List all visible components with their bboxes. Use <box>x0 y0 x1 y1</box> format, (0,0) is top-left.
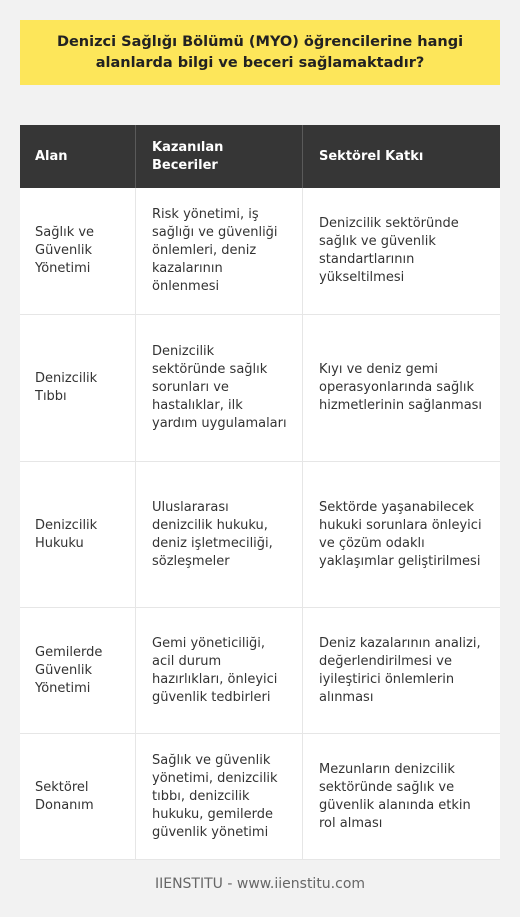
cell-katki: Deniz kazalarının analizi, değerlendirilmesi ve iyileştirici önlemlerin alınması <box>319 635 481 705</box>
table-row <box>20 462 500 608</box>
table-row <box>20 188 500 315</box>
cell-katki: Sektörde yaşanabilecek hukuki sorunlara önleyici ve çözüm odaklı yaklaşımlar geliştirilmesi <box>319 499 482 569</box>
title-banner <box>20 20 500 85</box>
cell-katki: Mezunların denizcilik sektöründe sağlık ve güvenlik alanında etkin rol alması <box>319 761 471 831</box>
cell-alan: Denizcilik Hukuku <box>20 462 136 607</box>
table-header-row <box>20 125 500 188</box>
header-kazanilan-beceriler: Kazanılan Beceriler <box>136 125 303 188</box>
cell-katki: Kıyı ve deniz gemi operasyonlarında sağlık hizmetlerinin sağlanması <box>319 362 483 413</box>
cell-alan: Denizcilik Tıbbı <box>20 315 136 461</box>
cell-beceriler: Denizcilik sektöründe sağlık sorunları ve hastalıklar, ilk yardım uygulamaları <box>136 315 303 461</box>
header-sektorel-katki: Sektörel Katkı <box>319 148 424 164</box>
cell-beceriler: Gemi yöneticiliği, acil durum hazırlıkları, önleyici güvenlik tedbirleri <box>136 608 303 733</box>
cell-alan: Sektörel Donanım <box>20 734 136 859</box>
table-row <box>20 734 500 860</box>
cell-alan: Gemilerde Güvenlik Yönetimi <box>20 608 136 733</box>
cell-katki: Denizcilik sektöründe sağlık ve güvenlik standartlarının yükseltilmesi <box>319 216 459 285</box>
table-row <box>20 315 500 462</box>
info-table <box>20 125 500 860</box>
page-title: Denizci Sağlığı Bölümü (MYO) öğrencilerine hangi alanlarda bilgi ve beceri sağlamaktadır? <box>56 33 464 71</box>
footer-text: IIENSTITU - www.iienstitu.com <box>154 876 366 892</box>
header-alan: Alan <box>20 125 136 188</box>
table-row <box>20 608 500 734</box>
cell-alan: Sağlık ve Güvenlik Yönetimi <box>20 188 136 314</box>
cell-beceriler: Uluslararası denizcilik hukuku, deniz işletmeciliği, sözleşmeler <box>136 462 303 607</box>
cell-beceriler: Risk yönetimi, iş sağlığı ve güvenliği önlemleri, deniz kazalarının önlenmesi <box>136 188 303 314</box>
cell-beceriler: Sağlık ve güvenlik yönetimi, denizcilik tıbbı, denizcilik hukuku, gemilerde güvenlik yönetimi <box>136 734 303 859</box>
